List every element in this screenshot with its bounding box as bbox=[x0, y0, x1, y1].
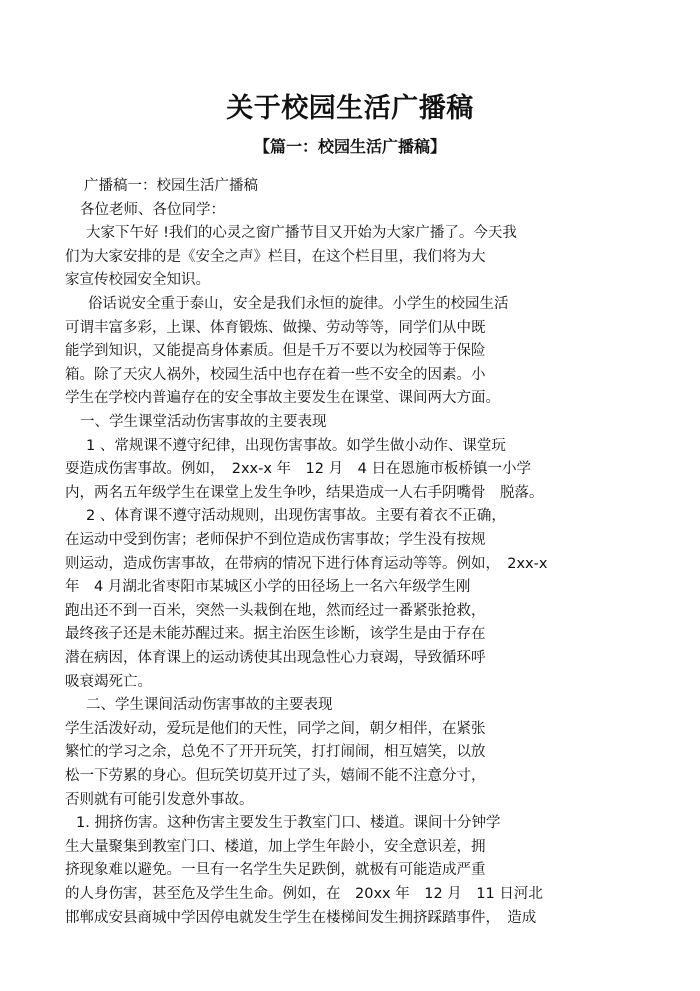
body-line: 在运动中受到伤害；老师保护不到位造成伤害事故；学生没有按规 bbox=[65, 532, 486, 548]
body-line: 学生在学校内普遍存在的安全事故主要发生在课堂、课间两大方面。 bbox=[65, 390, 500, 407]
body-line: 否则就有可能引发意外事故。 bbox=[65, 791, 254, 808]
body-line: 最终孩子还是未能苏醒过来。据主治医生诊断，该学生是由于存在 bbox=[65, 626, 486, 643]
body-line: 大家下午好 !我们的心灵之窗广播节目又开始为大家广播了。今天我 bbox=[86, 225, 517, 242]
body-line: 能学到知识，又能提高身体素质。但是千万不要以为校园等于保险 bbox=[65, 343, 486, 360]
body-line: 挤现象难以避免。一旦有一名学生失足跌倒，就极有可能造成严重 bbox=[65, 862, 486, 879]
body-line: 则运动，造成伤害事故，在带病的情况下进行体育运动等等。例如， 2xx-x bbox=[65, 555, 548, 572]
body-line: 俗话说安全重于泰山，安全是我们永恒的旋律。小学生的校园生活 bbox=[88, 296, 509, 312]
body-line: 可谓丰富多彩，上课、体育锻炼、做操、劳动等等，同学们从中既 bbox=[65, 319, 486, 336]
document-title: 关于校园生活广播稿 bbox=[226, 93, 474, 124]
body-line: 内，两名五年级学生在课堂上发生争吵，结果造成一人右手阴嘴骨 脱落。 bbox=[65, 484, 544, 501]
body-line: 家宣传校园安全知识。 bbox=[65, 272, 210, 289]
body-line: 1. 拥挤伤害。这种伤害主要发生于教室门口、楼道。课间十分钟学 bbox=[76, 815, 501, 832]
body-line: 生大量聚集到教室门口、楼道，加上学生年龄小，安全意识差，拥 bbox=[65, 838, 486, 855]
body-line: 繁忙的学习之余，总免不了开开玩笑，打打闹闹，相互嬉笑，以放 bbox=[65, 744, 486, 761]
body-line: 的人身伤害，甚至危及学生生命。例如，在 20xx 年 12 月 11 日河北 bbox=[65, 886, 543, 902]
body-line: 吸衰竭死亡。 bbox=[65, 673, 152, 690]
body-line: 各位老师、各位同学： bbox=[80, 201, 225, 218]
body-line: 邯郸成安县商城中学因停电就发生学生在楼梯间发生拥挤踩踏事件， 造成 bbox=[65, 909, 537, 926]
body-line: 耍造成伤害事故。例如， 2xx-x 年 12 月 4 日在恩施市板桥镇一小学 bbox=[65, 461, 531, 478]
body-line: 箱。除了天灾人祸外，校园生活中也存在着一些不安全的因素。小 bbox=[65, 366, 486, 383]
body-line: 一、学生课堂活动伤害事故的主要表现 bbox=[80, 414, 327, 430]
body-line: 跑出还不到一百米，突然一头栽倒在地，然而经过一番紧张抢救， bbox=[65, 602, 486, 619]
body-line: 1 、常规课不遵守纪律，出现伤害事故。如学生做小动作、课堂玩 bbox=[86, 437, 506, 454]
body-line: 们为大家安排的是《安全之声》栏目，在这个栏目里，我们将为大 bbox=[65, 248, 486, 265]
body-line: 二、学生课间活动伤害事故的主要表现 bbox=[86, 697, 333, 714]
body-line: 广播稿一：校园生活广播稿 bbox=[84, 178, 258, 194]
document-subtitle: 【篇一：校园生活广播稿】 bbox=[253, 137, 446, 156]
body-line: 潜在病因，体育课上的运动诱使其出现急性心力衰竭，导致循环呼 bbox=[65, 650, 486, 666]
body-line: 年 4 月湖北省枣阳市某城区小学的田径场上一名六年级学生刚 bbox=[65, 579, 471, 596]
body-line: 学生活泼好动，爱玩是他们的天性，同学之间，朝夕相伴，在紧张 bbox=[65, 720, 486, 737]
body-line: 2 、体育课不遵守活动规则，出现伤害事故。主要有着衣不正确， bbox=[86, 508, 506, 525]
body-line: 松一下劳累的身心。但玩笑切莫开过了头，嬉闹不能不注意分寸， bbox=[65, 768, 486, 784]
